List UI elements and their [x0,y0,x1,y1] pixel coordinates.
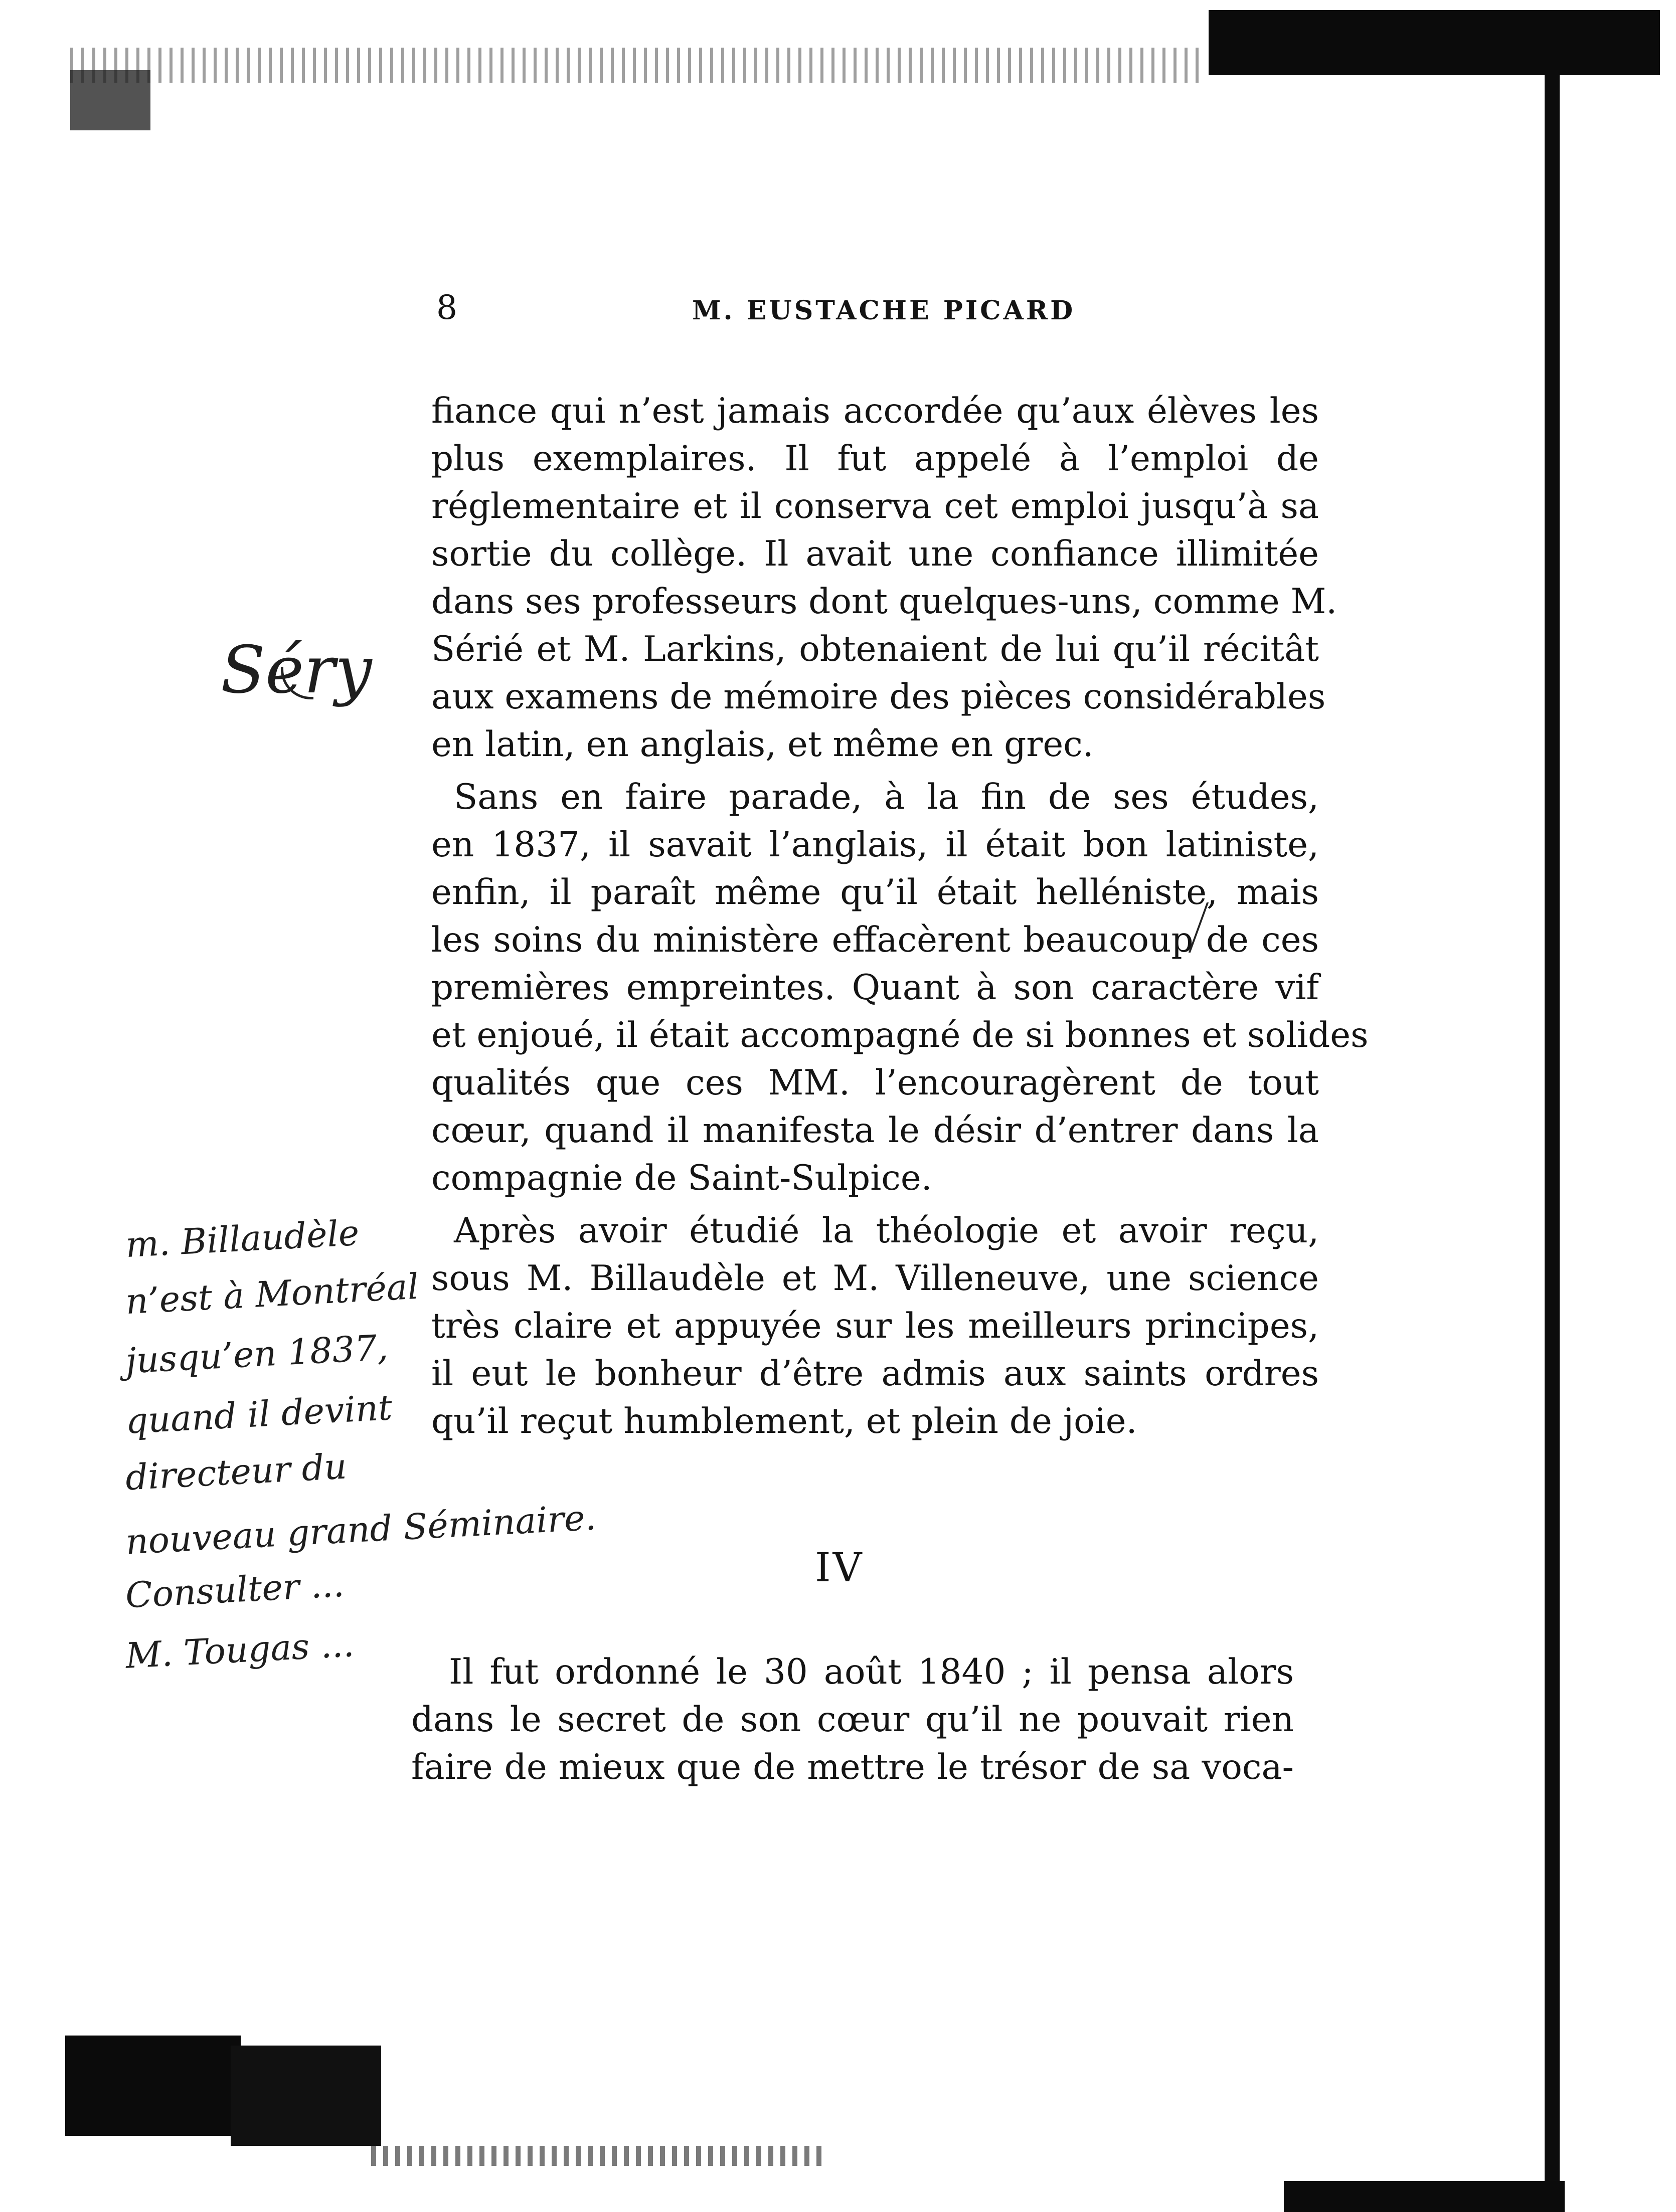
text-line: Après avoir étudié la théologie et avoir reçu, [454,1211,1319,1251]
section-heading: IV [815,1544,864,1591]
text-line: en latin, en anglais, et même en grec. [431,724,1094,765]
scan-artifact-bottom-mid [231,2046,381,2146]
text-line: compagnie de Saint-Sulpice. [431,1158,932,1198]
handwritten-note: M. Tougas ... [124,1623,355,1677]
text-line: les soins du ministère effacèrent beaucoup de ces [431,920,1319,960]
handwritten-correction: Séry [221,632,372,708]
text-line: sous M. Billaudèle et M. Villeneuve, une science [431,1258,1319,1299]
text-line: enfin, il paraît même qu’il était helléniste, mais [431,872,1319,912]
text-line: il eut le bonheur d’être admis aux saints ordres [431,1354,1319,1394]
text-line: Sérié et M. Larkins, obtenaient de lui qu’il récitât [431,629,1319,669]
text-line: qu’il reçut humblement, et plein de joie. [431,1401,1137,1441]
scan-artifact-right-tab [1209,10,1660,75]
text-line: plus exemplaires. Il fut appelé à l’emploi de [431,439,1319,479]
text-line: réglementaire et il conserva cet emploi jusqu’à sa [431,486,1319,526]
scan-artifact-left [70,70,150,130]
text-line: premières empreintes. Quant à son caractère vif [431,968,1319,1008]
text-line: cœur, quand il manifesta le désir d’entrer dans la [431,1111,1319,1151]
text-line: et enjoué, il était accompagné de si bonnes et solides [431,1015,1369,1055]
handwritten-note: nouveau grand Séminaire. [124,1497,597,1563]
text-line: fiance qui n’est jamais accordée qu’aux élèves les [431,391,1319,431]
handwritten-note: Consulter ... [124,1563,346,1616]
handwritten-note: directeur du [124,1445,348,1499]
text-line: Il fut ordonné le 30 août 1840 ; il pensa alors [449,1652,1294,1692]
scan-artifact-top [70,48,1199,83]
text-line: dans ses professeurs dont quelques-uns, comme M. [431,582,1337,622]
text-line: sortie du collège. Il avait une confiance illimitée [431,534,1319,574]
handwritten-note: m. Billaudèle [124,1212,361,1266]
scan-artifact-bottom-rule [371,2146,822,2166]
handwritten-note: jusqu’en 1837, [124,1327,389,1382]
text-line: dans le secret de son cœur qu’il ne pouvait rien [411,1700,1294,1740]
text-line: qualités que ces MM. l’encouragèrent de tout [431,1063,1319,1103]
page-edge-rule [1545,70,1560,2201]
running-title: M. EUSTACHE PICARD [692,295,1076,326]
text-line: aux examens de mémoire des pièces considérables [431,677,1326,717]
running-head [0,288,1676,328]
handwritten-note: quand il devint [124,1387,393,1442]
page-number: 8 [436,288,457,327]
scan-artifact-bottom-right [1284,2181,1565,2212]
text-line: Sans en faire parade, à la fin de ses études, [454,777,1319,817]
text-line: faire de mieux que de mettre le trésor de sa voca- [411,1747,1294,1787]
text-line: en 1837, il savait l’anglais, il était bon latiniste, [431,825,1319,865]
text-line: très claire et appuyée sur les meilleurs principes, [431,1306,1319,1346]
handwritten-note: n’est à Montréal [124,1265,420,1323]
scan-artifact-bottom-left [65,2036,241,2136]
